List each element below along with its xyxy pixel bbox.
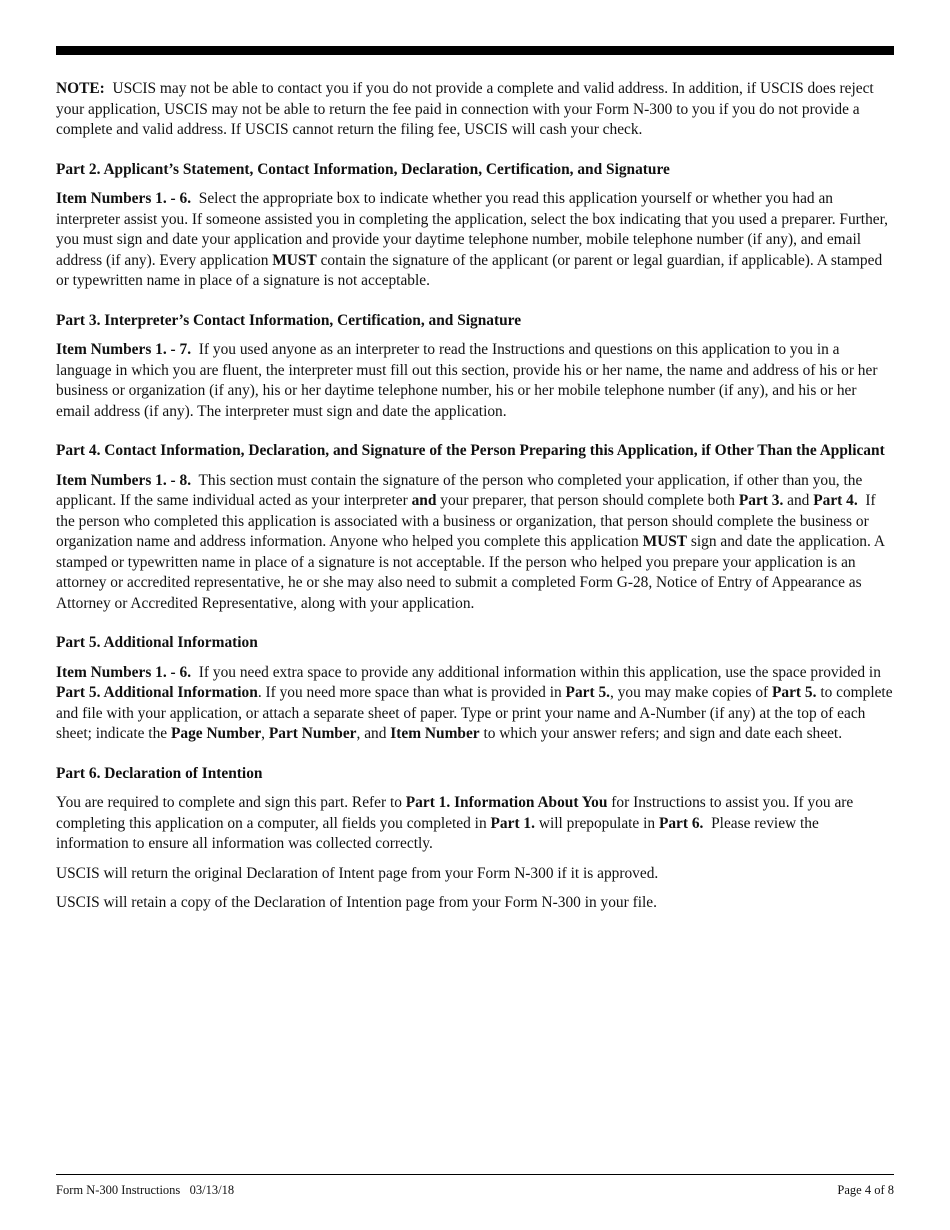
part4-part3-ref: Part 3.: [738, 492, 784, 509]
part6-ref-c: Part 6.: [658, 814, 704, 832]
part5-ref-b: Part 5.: [565, 684, 610, 701]
part5-paragraph: [56, 663, 894, 745]
part3-paragraph: [56, 340, 894, 422]
part5-text-b: . If you need more space than what is provided in: [257, 684, 562, 701]
part4-and-bold: and: [411, 492, 437, 509]
part4-paragraph: [56, 471, 894, 615]
part5-heading: Part 5. Additional Information: [56, 634, 258, 651]
part3-text: If you used anyone as an interpreter to read the Instructions and questions on this application to you in a language in which you are fluent, the interpreter must fill out this section, provide his or her name, the name and address of his or her business or organization (if any), his or her daytime telephone number, his or her mobile telephone number (if any), and his or her email address (if any). The interpreter must sign and date the application.: [56, 341, 878, 420]
part6-paragraph: [56, 793, 894, 855]
part2-must: MUST: [272, 251, 317, 269]
part5-ref-c: Part 5.: [772, 684, 817, 701]
part5-text-c: , you may make copies of: [610, 684, 769, 701]
part4-and-plain: and: [787, 492, 810, 509]
part2-items-label: Item Numbers 1. - 6.: [56, 190, 192, 207]
part4-must: MUST: [642, 533, 688, 550]
part5-items-label: Item Numbers 1. - 6.: [56, 663, 192, 681]
note-text: USCIS may not be able to contact you if you do not provide a complete and valid address. In addition, if USCIS does reject your application, USCIS may not be able to return the fee paid in connection with your Form N-300 to you if you do not provide a complete and valid address. If USCIS cannot return the filing fee, USCIS will cash your check.: [56, 80, 874, 138]
part2-text-a: Select the appropriate box to indicate whether you read this application yourself or whether you had an interpreter assist you. If someone assisted you in completing the application, select the box indicating that you used a preparer. Further, you must sign and date your application and provide your daytime telephone number, mobile telephone number (if any), and email address (if any). Every application: [56, 190, 888, 269]
part3-heading: Part 3. Interpreter’s Contact Information, Certification, and Signature: [56, 311, 522, 329]
top-rule: [56, 46, 894, 55]
footer-rule: [56, 1174, 894, 1175]
footer-page-number: Page 4 of 8: [837, 1183, 894, 1197]
part6-ref-b: Part 1.: [490, 814, 535, 832]
part5-comma: ,: [261, 725, 266, 742]
part6-retain-paragraph: USCIS will retain a copy of the Declaration of Intention page from your Form N-300 in your file.: [56, 894, 657, 911]
part4-text-d: sign and date the application. A stamped or typewritten name in place of a signature is not acceptable. If the person who helped you prepare your application is an attorney or accredited representative, he or she may also need to submit a completed Form G-28, Notice of Entry of Appearance as Attorney or Accredited Representative, along with your application.: [56, 533, 885, 612]
part6-text-d: Please review the information to ensure all information was collected correctly.: [56, 814, 819, 852]
note-label: NOTE:: [56, 80, 105, 97]
part4-text-b: your preparer, that person should complete both: [440, 492, 735, 509]
part3-items-label: Item Numbers 1. - 7.: [56, 341, 192, 358]
part6-text-c: will prepopulate in: [538, 814, 656, 832]
part6-text-b: for Instructions to assist you. If you are completing this application on a computer, all fields you completed in: [56, 794, 854, 832]
part4-part4-ref: Part 4.: [813, 492, 858, 509]
part5-comma-and: , and: [356, 725, 387, 742]
part5-item-number: Item Number: [390, 725, 480, 742]
footer-form-name: Form N-300 Instructions 03/13/18: [56, 1183, 235, 1197]
part2-text-b: contain the signature of the applicant (or parent or legal guardian, if applicable). A stamped or typewritten name in place of a signature is not acceptable.: [56, 251, 883, 289]
part6-heading: Part 6. Declaration of Intention: [56, 764, 263, 782]
part4-text-c: If the person who completed this application is associated with a business or organization, that person should complete the business or organization name and address information. Anyone who helped you complete this application: [56, 492, 876, 550]
part6-return-paragraph: USCIS will return the original Declaration of Intent page from your Form N-300 if it is approved.: [56, 864, 659, 882]
part2-paragraph: [56, 189, 894, 292]
note-paragraph: [56, 79, 894, 141]
part2-heading: Part 2. Applicant’s Statement, Contact Information, Declaration, Certification, and Signature: [56, 160, 670, 178]
part4-items-label: Item Numbers 1. - 8.: [56, 471, 192, 489]
part5-text-e: to which your answer refers; and sign and date each sheet.: [483, 725, 843, 742]
part5-page-number: Page Number: [170, 725, 262, 742]
part4-heading: Part 4. Contact Information, Declaration, and Signature of the Person Preparing this Application, if Other Than the Applicant: [56, 442, 885, 459]
part5-text-d: to complete and file with your application, or attach a separate sheet of paper. Type or print your name and A-Number (if any) at the top of each sheet; indicate the: [56, 684, 893, 742]
part6-ref-a: Part 1. Information About You: [405, 794, 608, 811]
part6-text-a: You are required to complete and sign this part. Refer to: [56, 794, 402, 811]
document-body: [56, 79, 894, 923]
part4-text-a: This section must contain the signature of the person who completed your application, if other than you, the applicant. If the same individual acted as your interpreter: [56, 471, 863, 509]
part5-ref-a: Part 5. Additional Information: [56, 684, 258, 701]
part5-text-a: If you need extra space to provide any additional information within this application, use the space provided in: [198, 663, 881, 681]
part5-part-number: Part Number: [268, 725, 357, 742]
